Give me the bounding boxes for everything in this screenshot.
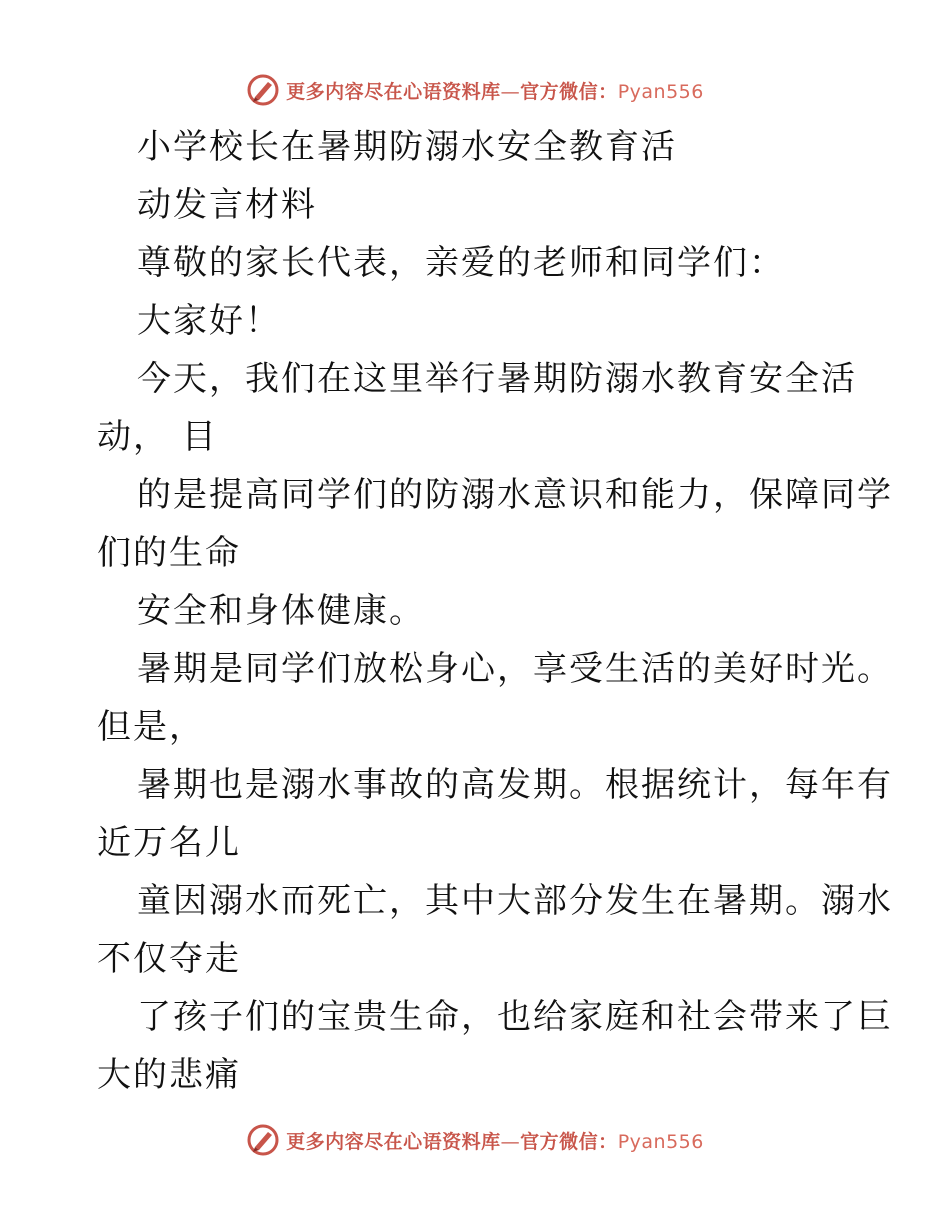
paragraph-line: 们的生命: [97, 533, 241, 573]
header-account-label: 官方微信：: [520, 80, 618, 103]
paragraph-line: 暑期是同学们放松身心，享受生活的美好时光。: [137, 649, 893, 689]
header-watermark-banner: [0, 70, 950, 110]
paragraph-line: 今天，我们在这里举行暑期防溺水教育安全活: [137, 359, 857, 399]
title-line-1: 小学校长在暑期防溺水安全教育活: [137, 127, 677, 167]
paragraph-line: 暑期也是溺水事故的高发期。根据统计，每年有: [137, 765, 893, 805]
paragraph-line: 安全和身体健康。: [137, 591, 425, 631]
footer-watermark-banner: [0, 1120, 950, 1160]
header-banner-text: [286, 77, 704, 104]
paragraph-line: 动， 目: [97, 417, 218, 457]
paragraph-line: 了孩子们的宝贵生命，也给家庭和社会带来了巨: [137, 997, 893, 1037]
pen-logo-icon: [246, 73, 280, 107]
pen-logo-icon: [246, 1123, 280, 1157]
header-account-id: Pyan556: [617, 80, 704, 103]
greeting-line: 大家好！: [137, 301, 281, 341]
header-dash: —: [500, 80, 521, 103]
title-line-2: 动发言材料: [137, 185, 317, 225]
paragraph-line: 但是，: [97, 707, 205, 747]
footer-site-text: 更多内容尽在心语资料库: [286, 1130, 501, 1153]
header-site-text: 更多内容尽在心语资料库: [286, 80, 501, 103]
paragraph-line: 不仅夺走: [97, 939, 241, 979]
paragraph-line: 的是提高同学们的防溺水意识和能力，保障同学: [137, 475, 893, 515]
footer-dash: —: [500, 1130, 521, 1153]
footer-banner-text: [286, 1127, 704, 1154]
paragraph-line: 近万名儿: [97, 823, 241, 863]
paragraph-line: 大的悲痛: [97, 1055, 241, 1095]
document-body: [97, 118, 893, 1104]
salutation-line: 尊敬的家长代表，亲爱的老师和同学们：: [137, 243, 785, 283]
footer-account-label: 官方微信：: [520, 1130, 618, 1153]
paragraph-line: 童因溺水而死亡，其中大部分发生在暑期。溺水: [137, 881, 893, 921]
footer-account-id: Pyan556: [617, 1130, 704, 1153]
